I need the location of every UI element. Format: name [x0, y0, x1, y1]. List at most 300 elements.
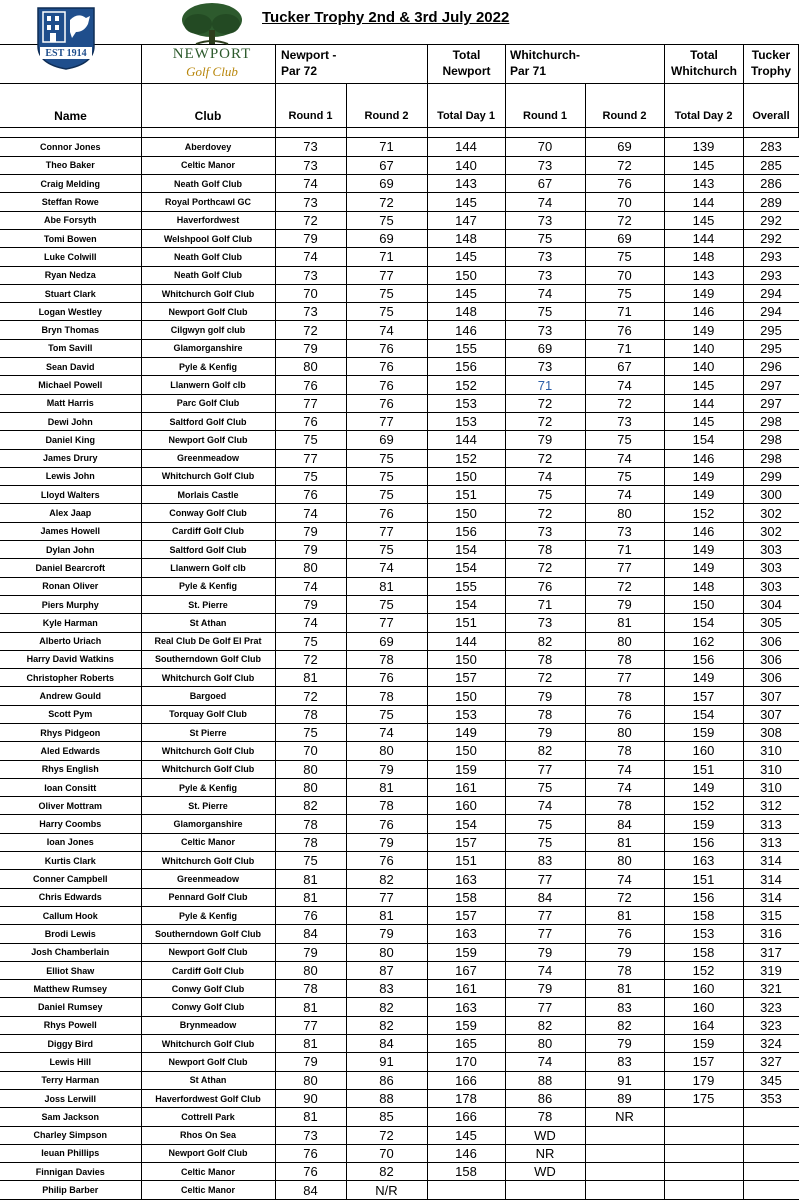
newport-round2: 77	[346, 888, 427, 906]
whitchurch-round1: 77	[505, 998, 585, 1016]
overall-score: 292	[743, 229, 799, 247]
total-day1: 146	[427, 321, 505, 339]
player-name: Ryan Nedza	[0, 266, 141, 284]
overall-score: 303	[743, 577, 799, 595]
club-name: Celtic Manor	[141, 833, 275, 851]
table-row	[0, 943, 799, 961]
newport-round2: 82	[346, 1016, 427, 1034]
whitchurch-round2: 89	[585, 1089, 664, 1107]
newport-round2: 74	[346, 321, 427, 339]
club-name: St. Pierre	[141, 797, 275, 815]
overall-score: 327	[743, 1053, 799, 1071]
newport-round1: 90	[275, 1089, 346, 1107]
table-row	[0, 504, 799, 522]
club-name: Glamorganshire	[141, 815, 275, 833]
results-body	[0, 138, 799, 1199]
newport-round2: 81	[346, 577, 427, 595]
total-day2: 149	[664, 467, 743, 485]
club-name: Newport Golf Club	[141, 431, 275, 449]
newport-round2: 67	[346, 156, 427, 174]
whitchurch-round2: 72	[585, 888, 664, 906]
whitchurch-round1: 75	[505, 229, 585, 247]
newport-round1: 81	[275, 669, 346, 687]
player-name: Connor Jones	[0, 138, 141, 156]
newport-round2: 88	[346, 1089, 427, 1107]
overall-score: 310	[743, 742, 799, 760]
whitchurch-round1: 73	[505, 266, 585, 284]
table-row	[0, 541, 799, 559]
total-day2: 149	[664, 321, 743, 339]
newport-round2: 81	[346, 778, 427, 796]
overall-score: 285	[743, 156, 799, 174]
club-name: Pyle & Kenfig	[141, 778, 275, 796]
total-day2: 175	[664, 1089, 743, 1107]
total-day2: 153	[664, 925, 743, 943]
overall-score: 294	[743, 303, 799, 321]
table-row	[0, 724, 799, 742]
whitchurch-round2: 79	[585, 943, 664, 961]
club-name: Celtic Manor	[141, 156, 275, 174]
overall-score: 317	[743, 943, 799, 961]
whitchurch-round1: 75	[505, 486, 585, 504]
total-day1: 152	[427, 376, 505, 394]
club-name: Cardiff Golf Club	[141, 961, 275, 979]
whitchurch-round1: 75	[505, 778, 585, 796]
club-name: Glamorganshire	[141, 339, 275, 357]
total-day2: 156	[664, 650, 743, 668]
player-name: Conner Campbell	[0, 870, 141, 888]
total-day1: 149	[427, 724, 505, 742]
newport-round2: 78	[346, 650, 427, 668]
total-day1: 148	[427, 229, 505, 247]
whitchurch-round2: 71	[585, 339, 664, 357]
newport-round2: 80	[346, 943, 427, 961]
overall-score: 295	[743, 339, 799, 357]
total-day1	[427, 1181, 505, 1199]
whitchurch-round2	[585, 1126, 664, 1144]
table-row	[0, 906, 799, 924]
club-name: Pennard Golf Club	[141, 888, 275, 906]
total-day1: 150	[427, 266, 505, 284]
newport-round1: 77	[275, 1016, 346, 1034]
club-name: Haverfordwest Golf Club	[141, 1089, 275, 1107]
total-day2: 145	[664, 156, 743, 174]
table-row	[0, 339, 799, 357]
club-name: Whitchurch Golf Club	[141, 1035, 275, 1053]
player-name: Matt Harris	[0, 394, 141, 412]
club-name: Whitchurch Golf Club	[141, 742, 275, 760]
whitchurch-round1: 73	[505, 321, 585, 339]
player-name: Abe Forsyth	[0, 211, 141, 229]
whitchurch-round2: 74	[585, 376, 664, 394]
table-row	[0, 998, 799, 1016]
whitchurch-round2: 76	[585, 321, 664, 339]
whitchurch-round1: 73	[505, 522, 585, 540]
club-name: Saltford Golf Club	[141, 541, 275, 559]
total-day1: 144	[427, 431, 505, 449]
overall-score: 289	[743, 193, 799, 211]
overall-score: 345	[743, 1071, 799, 1089]
total-day2	[664, 1144, 743, 1162]
overall-score: 298	[743, 449, 799, 467]
player-name: Joss Lerwill	[0, 1089, 141, 1107]
total-day2: 158	[664, 943, 743, 961]
table-row	[0, 852, 799, 870]
whitchurch-round2: 73	[585, 522, 664, 540]
total-day2: 179	[664, 1071, 743, 1089]
total-day1: 153	[427, 394, 505, 412]
newport-round2: 79	[346, 760, 427, 778]
club-name: Haverfordwest	[141, 211, 275, 229]
club-name: Torquay Golf Club	[141, 705, 275, 723]
whitchurch-round2: 71	[585, 303, 664, 321]
whitchurch-round1: 88	[505, 1071, 585, 1089]
newport-round1: 81	[275, 1108, 346, 1126]
club-name: Whitchurch Golf Club	[141, 852, 275, 870]
club-name: Cottrell Park	[141, 1108, 275, 1126]
total-day2: 159	[664, 724, 743, 742]
total-day1: 178	[427, 1089, 505, 1107]
newport-round2: 69	[346, 175, 427, 193]
overall-score: 295	[743, 321, 799, 339]
total-day2: 157	[664, 1053, 743, 1071]
whitchurch-round2: 67	[585, 358, 664, 376]
whitchurch-round1: WD	[505, 1163, 585, 1181]
whitchurch-round1: 82	[505, 632, 585, 650]
table-row	[0, 156, 799, 174]
whitchurch-round1: 71	[505, 376, 585, 394]
total-day1: 145	[427, 193, 505, 211]
whitchurch-round2: 70	[585, 266, 664, 284]
whitchurch-round2: 91	[585, 1071, 664, 1089]
player-name: Rhys English	[0, 760, 141, 778]
player-name: Sam Jackson	[0, 1108, 141, 1126]
newport-round2: 76	[346, 815, 427, 833]
total-day1: 159	[427, 943, 505, 961]
player-name: Aled Edwards	[0, 742, 141, 760]
newport-round2: 75	[346, 449, 427, 467]
newport-round2: 74	[346, 559, 427, 577]
club-name: St Athan	[141, 1071, 275, 1089]
newport-round2: 81	[346, 906, 427, 924]
newport-round1: 75	[275, 724, 346, 742]
whitchurch-round2: 83	[585, 998, 664, 1016]
total-day2: 152	[664, 504, 743, 522]
total-day1: 156	[427, 358, 505, 376]
newport-round1: 76	[275, 906, 346, 924]
table-row	[0, 467, 799, 485]
total-day1: 140	[427, 156, 505, 174]
whitchurch-round1: NR	[505, 1144, 585, 1162]
player-name: James Drury	[0, 449, 141, 467]
overall-score: 312	[743, 797, 799, 815]
total-day1: 144	[427, 632, 505, 650]
newport-round2: 75	[346, 467, 427, 485]
whitchurch-round2: 69	[585, 229, 664, 247]
club-name: Whitchurch Golf Club	[141, 467, 275, 485]
table-row	[0, 1163, 799, 1181]
overall-score	[743, 1144, 799, 1162]
results-table	[0, 138, 799, 1200]
player-name: Craig Melding	[0, 175, 141, 193]
newport-round2: 69	[346, 632, 427, 650]
overall-score: 306	[743, 650, 799, 668]
whitchurch-round1: 73	[505, 248, 585, 266]
newport-round1: 73	[275, 1126, 346, 1144]
whitchurch-round2: 84	[585, 815, 664, 833]
newport-round2: 78	[346, 797, 427, 815]
brand-name: NEWPORT	[172, 46, 252, 62]
whitchurch-round1: 79	[505, 980, 585, 998]
whitchurch-round2: 75	[585, 284, 664, 302]
overall-score: 305	[743, 614, 799, 632]
overall-score	[743, 1126, 799, 1144]
total-day1: 145	[427, 1126, 505, 1144]
club-name: Newport Golf Club	[141, 1053, 275, 1071]
table-row	[0, 376, 799, 394]
header-newport-par: Newport - Par 72	[281, 48, 337, 78]
table-row	[0, 980, 799, 998]
whitchurch-round2: 82	[585, 1016, 664, 1034]
whitchurch-round2: 76	[585, 705, 664, 723]
whitchurch-round1: 86	[505, 1089, 585, 1107]
whitchurch-round1: 83	[505, 852, 585, 870]
whitchurch-round1: 80	[505, 1035, 585, 1053]
newport-round1: 81	[275, 870, 346, 888]
whitchurch-round1: 75	[505, 815, 585, 833]
total-day1: 144	[427, 138, 505, 156]
total-day2: 145	[664, 211, 743, 229]
total-day2: 156	[664, 833, 743, 851]
player-name: Oliver Mottram	[0, 797, 141, 815]
total-day2: 149	[664, 669, 743, 687]
table-row	[0, 486, 799, 504]
whitchurch-round1: 69	[505, 339, 585, 357]
club-name: Whitchurch Golf Club	[141, 284, 275, 302]
club-name: Welshpool Golf Club	[141, 229, 275, 247]
overall-score: 293	[743, 266, 799, 284]
table-row	[0, 833, 799, 851]
table-row	[0, 266, 799, 284]
player-name: Finnigan Davies	[0, 1163, 141, 1181]
table-row	[0, 211, 799, 229]
club-name: Pyle & Kenfig	[141, 358, 275, 376]
col-header-total-day2: Total Day 2	[674, 110, 733, 122]
col-header-round2: Round 2	[364, 110, 409, 122]
whitchurch-round2: NR	[585, 1108, 664, 1126]
table-row	[0, 1126, 799, 1144]
player-name: Ioan Jones	[0, 833, 141, 851]
newport-round1: 78	[275, 815, 346, 833]
total-day2: 162	[664, 632, 743, 650]
newport-round1: 80	[275, 778, 346, 796]
player-name: Lloyd Walters	[0, 486, 141, 504]
total-day1: 150	[427, 650, 505, 668]
club-name: Greenmeadow	[141, 449, 275, 467]
club-name: St. Pierre	[141, 595, 275, 613]
club-name: Llanwern Golf clb	[141, 376, 275, 394]
total-day2: 154	[664, 705, 743, 723]
whitchurch-round2: 72	[585, 577, 664, 595]
player-name: Harry David Watkins	[0, 650, 141, 668]
whitchurch-round2: 74	[585, 760, 664, 778]
newport-round2: N/R	[346, 1181, 427, 1199]
newport-round2: 71	[346, 248, 427, 266]
total-day2: 149	[664, 778, 743, 796]
whitchurch-round2: 81	[585, 906, 664, 924]
total-day2: 143	[664, 266, 743, 284]
total-day2: 143	[664, 175, 743, 193]
overall-score: 319	[743, 961, 799, 979]
table-row	[0, 559, 799, 577]
club-name: Brynmeadow	[141, 1016, 275, 1034]
col-header-name: Name	[54, 109, 87, 123]
total-day1: 165	[427, 1035, 505, 1053]
overall-score: 316	[743, 925, 799, 943]
newport-round1: 73	[275, 156, 346, 174]
club-name: St Pierre	[141, 724, 275, 742]
total-day1: 166	[427, 1108, 505, 1126]
newport-round1: 82	[275, 797, 346, 815]
newport-round2: 84	[346, 1035, 427, 1053]
newport-round2: 76	[346, 852, 427, 870]
total-day1: 156	[427, 522, 505, 540]
overall-score: 353	[743, 1089, 799, 1107]
newport-round1: 72	[275, 321, 346, 339]
player-name: Matthew Rumsey	[0, 980, 141, 998]
newport-round1: 84	[275, 1181, 346, 1199]
table-row	[0, 193, 799, 211]
overall-score: 321	[743, 980, 799, 998]
total-day2: 149	[664, 559, 743, 577]
newport-round1: 79	[275, 522, 346, 540]
player-name: Josh Chamberlain	[0, 943, 141, 961]
player-name: Lewis John	[0, 467, 141, 485]
whitchurch-round2: 76	[585, 175, 664, 193]
total-day1: 157	[427, 669, 505, 687]
newport-golf-club-logo	[162, 2, 262, 82]
brand-subtitle: Golf Club	[186, 64, 238, 79]
newport-round2: 69	[346, 229, 427, 247]
club-name: Bargoed	[141, 687, 275, 705]
player-name: Lewis Hill	[0, 1053, 141, 1071]
club-name: Parc Golf Club	[141, 394, 275, 412]
newport-round1: 78	[275, 980, 346, 998]
newport-round2: 75	[346, 303, 427, 321]
club-name: Saltford Golf Club	[141, 412, 275, 430]
newport-round2: 72	[346, 193, 427, 211]
total-day2: 148	[664, 248, 743, 266]
total-day1: 150	[427, 467, 505, 485]
newport-round2: 70	[346, 1144, 427, 1162]
newport-round1: 73	[275, 138, 346, 156]
overall-score: 303	[743, 559, 799, 577]
club-name: Neath Golf Club	[141, 266, 275, 284]
newport-round1: 76	[275, 486, 346, 504]
newport-round2: 75	[346, 486, 427, 504]
overall-score	[743, 1108, 799, 1126]
whitchurch-round2: 76	[585, 925, 664, 943]
club-name: Whitchurch Golf Club	[141, 760, 275, 778]
player-name: Kyle Harman	[0, 614, 141, 632]
header-total-newport: Total Newport	[442, 48, 491, 78]
newport-round1: 74	[275, 175, 346, 193]
table-row	[0, 632, 799, 650]
overall-score: 300	[743, 486, 799, 504]
total-day2: 159	[664, 815, 743, 833]
total-day1: 163	[427, 998, 505, 1016]
whitchurch-round1: 70	[505, 138, 585, 156]
whitchurch-round1: 74	[505, 467, 585, 485]
club-name: Cilgwyn golf club	[141, 321, 275, 339]
newport-round2: 76	[346, 339, 427, 357]
total-day1: 151	[427, 614, 505, 632]
newport-round1: 75	[275, 852, 346, 870]
overall-score: 302	[743, 522, 799, 540]
club-name: Whitchurch Golf Club	[141, 669, 275, 687]
club-name: Conwy Golf Club	[141, 980, 275, 998]
overall-score: 298	[743, 412, 799, 430]
total-day1: 161	[427, 980, 505, 998]
table-row	[0, 303, 799, 321]
total-day2: 140	[664, 358, 743, 376]
total-day2: 159	[664, 1035, 743, 1053]
overall-score	[743, 1181, 799, 1199]
player-name: Steffan Rowe	[0, 193, 141, 211]
whitchurch-round2: 75	[585, 467, 664, 485]
player-name: Bryn Thomas	[0, 321, 141, 339]
newport-round2: 69	[346, 431, 427, 449]
whitchurch-round1: 84	[505, 888, 585, 906]
table-row	[0, 175, 799, 193]
whitchurch-round2: 77	[585, 559, 664, 577]
crest-icon	[34, 6, 98, 70]
newport-round1: 76	[275, 1144, 346, 1162]
newport-round1: 75	[275, 431, 346, 449]
player-name: Michael Powell	[0, 376, 141, 394]
whitchurch-round2: 81	[585, 980, 664, 998]
table-row	[0, 888, 799, 906]
club-name: Cardiff Golf Club	[141, 522, 275, 540]
newport-round1: 80	[275, 358, 346, 376]
table-row	[0, 1108, 799, 1126]
table-row	[0, 394, 799, 412]
player-name: James Howell	[0, 522, 141, 540]
whitchurch-round2: 78	[585, 742, 664, 760]
table-row	[0, 1053, 799, 1071]
tree-icon	[162, 2, 262, 46]
total-day2: 145	[664, 412, 743, 430]
table-row	[0, 669, 799, 687]
whitchurch-round2: 80	[585, 724, 664, 742]
whitchurch-round1: 72	[505, 412, 585, 430]
newport-round2: 76	[346, 376, 427, 394]
whitchurch-round2: 78	[585, 961, 664, 979]
newport-round2: 87	[346, 961, 427, 979]
club-name: Celtic Manor	[141, 1181, 275, 1199]
whitchurch-round2: 78	[585, 797, 664, 815]
club-name: Morlais Castle	[141, 486, 275, 504]
whitchurch-round1: 74	[505, 961, 585, 979]
whitchurch-round1: 76	[505, 577, 585, 595]
whitchurch-round1: 77	[505, 925, 585, 943]
newport-round2: 71	[346, 138, 427, 156]
table-row	[0, 577, 799, 595]
newport-round1: 81	[275, 998, 346, 1016]
whitchurch-round2	[585, 1163, 664, 1181]
table-row	[0, 815, 799, 833]
whitchurch-round1: 77	[505, 870, 585, 888]
